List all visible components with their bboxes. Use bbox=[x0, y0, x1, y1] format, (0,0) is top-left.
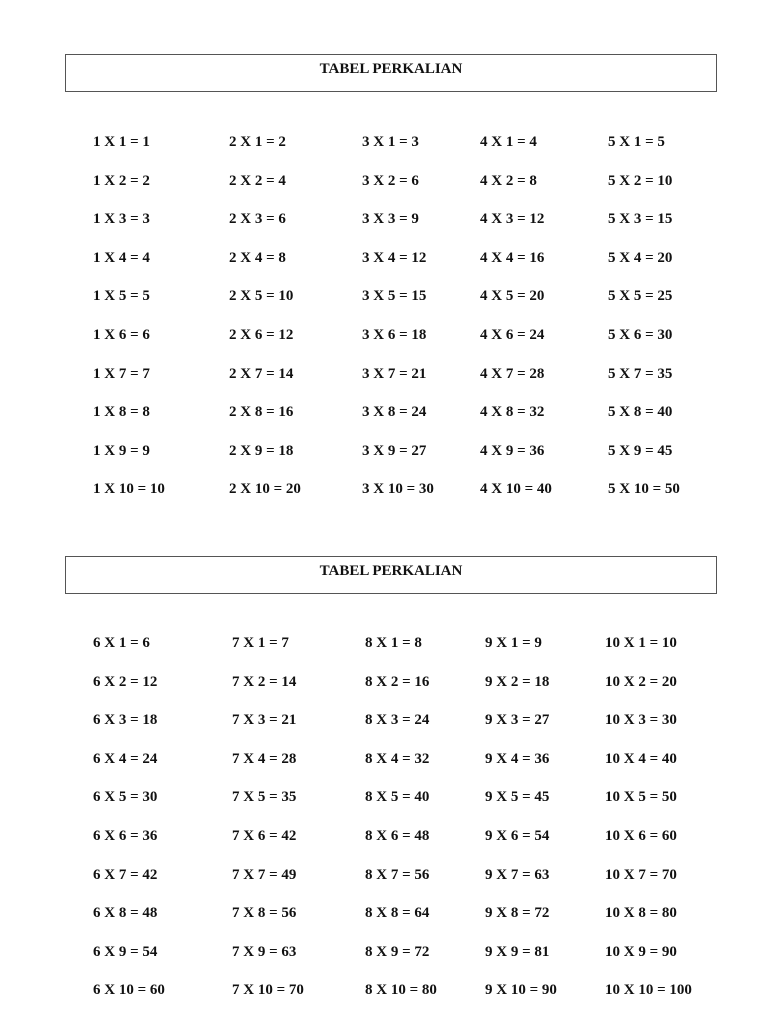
table-entry: 7 X 7 = 49 bbox=[232, 866, 297, 883]
table-entry: 2 X 6 = 12 bbox=[229, 326, 294, 343]
table-entry: 5 X 4 = 20 bbox=[608, 249, 673, 266]
table-entry: 5 X 3 = 15 bbox=[608, 211, 673, 228]
table-entry: 1 X 6 = 6 bbox=[93, 326, 150, 343]
table-entry: 2 X 9 = 18 bbox=[229, 442, 294, 459]
table-entry: 3 X 7 = 21 bbox=[362, 365, 427, 382]
table-entry: 1 X 9 = 9 bbox=[93, 442, 150, 459]
table-entry: 3 X 5 = 15 bbox=[362, 288, 427, 305]
table-entry: 2 X 3 = 6 bbox=[229, 211, 286, 228]
table-entry: 7 X 9 = 63 bbox=[232, 943, 297, 960]
table-entry: 9 X 10 = 90 bbox=[485, 982, 557, 999]
table-entry: 10 X 4 = 40 bbox=[605, 750, 677, 767]
table-entry: 9 X 7 = 63 bbox=[485, 866, 550, 883]
table-entry: 9 X 9 = 81 bbox=[485, 943, 550, 960]
table-entry: 7 X 5 = 35 bbox=[232, 789, 297, 806]
table-entry: 6 X 1 = 6 bbox=[93, 635, 150, 651]
table-title-2: TABEL PERKALIAN bbox=[65, 556, 717, 594]
table-entry: 4 X 10 = 40 bbox=[480, 481, 552, 498]
table-entry: 4 X 2 = 8 bbox=[480, 172, 537, 189]
table-entry: 7 X 2 = 14 bbox=[232, 673, 297, 690]
table-entry: 7 X 8 = 56 bbox=[232, 905, 297, 922]
table-entry: 6 X 10 = 60 bbox=[93, 982, 165, 999]
table-entry: 5 X 7 = 35 bbox=[608, 365, 673, 382]
table-entry: 6 X 3 = 18 bbox=[93, 712, 158, 729]
table-entry: 9 X 8 = 72 bbox=[485, 905, 550, 922]
table-entry: 4 X 7 = 28 bbox=[480, 365, 545, 382]
table-entry: 6 X 9 = 54 bbox=[93, 943, 158, 960]
table-entry: 2 X 5 = 10 bbox=[229, 288, 294, 305]
table-entry: 5 X 9 = 45 bbox=[608, 442, 673, 459]
table-entry: 4 X 8 = 32 bbox=[480, 404, 545, 421]
table-entry: 2 X 4 = 8 bbox=[229, 249, 286, 266]
table-entry: 3 X 8 = 24 bbox=[362, 404, 427, 421]
table-column-9 bbox=[485, 634, 557, 1020]
table-entry: 3 X 2 = 6 bbox=[362, 172, 419, 189]
table-entry: 3 X 6 = 18 bbox=[362, 326, 427, 343]
table-entry: 5 X 6 = 30 bbox=[608, 326, 673, 343]
table-entry: 6 X 5 = 30 bbox=[93, 789, 158, 806]
table-entry: 10 X 9 = 90 bbox=[605, 943, 677, 960]
table-entry: 1 X 4 = 4 bbox=[93, 249, 150, 266]
table-entry: 5 X 1 = 5 bbox=[608, 134, 665, 150]
table-entry: 5 X 2 = 10 bbox=[608, 172, 673, 189]
table-entry: 2 X 10 = 20 bbox=[229, 481, 301, 498]
table-entry: 3 X 1 = 3 bbox=[362, 134, 419, 150]
table-entry: 10 X 6 = 60 bbox=[605, 827, 677, 844]
table-entry: 10 X 2 = 20 bbox=[605, 673, 677, 690]
table-entry: 5 X 10 = 50 bbox=[608, 481, 680, 498]
table-entry: 7 X 6 = 42 bbox=[232, 827, 297, 844]
table-entry: 3 X 10 = 30 bbox=[362, 481, 434, 498]
table-entry: 4 X 6 = 24 bbox=[480, 326, 545, 343]
table-entry: 10 X 8 = 80 bbox=[605, 905, 677, 922]
table-entry: 4 X 1 = 4 bbox=[480, 134, 537, 150]
table-column-10 bbox=[605, 634, 692, 1020]
table-entry: 10 X 7 = 70 bbox=[605, 866, 677, 883]
table-entry: 6 X 4 = 24 bbox=[93, 750, 158, 767]
table-entry: 6 X 7 = 42 bbox=[93, 866, 158, 883]
table-entry: 4 X 4 = 16 bbox=[480, 249, 545, 266]
table-column-8 bbox=[365, 634, 437, 1020]
table-entry: 1 X 3 = 3 bbox=[93, 211, 150, 228]
table-entry: 1 X 7 = 7 bbox=[93, 365, 150, 382]
table-column-2 bbox=[229, 133, 301, 519]
table-entry: 4 X 3 = 12 bbox=[480, 211, 545, 228]
table-entry: 1 X 10 = 10 bbox=[93, 481, 165, 498]
table-entry: 6 X 6 = 36 bbox=[93, 827, 158, 844]
table-column-4 bbox=[480, 133, 552, 519]
table-entry: 9 X 4 = 36 bbox=[485, 750, 550, 767]
table-column-7 bbox=[232, 634, 304, 1020]
table-entry: 8 X 8 = 64 bbox=[365, 905, 430, 922]
table-entry: 10 X 1 = 10 bbox=[605, 635, 677, 651]
table-entry: 1 X 2 = 2 bbox=[93, 172, 150, 189]
table-entry: 3 X 9 = 27 bbox=[362, 442, 427, 459]
table-entry: 1 X 8 = 8 bbox=[93, 404, 150, 421]
table-entry: 8 X 9 = 72 bbox=[365, 943, 430, 960]
table-entry: 8 X 1 = 8 bbox=[365, 635, 422, 651]
table-entry: 3 X 3 = 9 bbox=[362, 211, 419, 228]
table-entry: 6 X 8 = 48 bbox=[93, 905, 158, 922]
table-entry: 2 X 2 = 4 bbox=[229, 172, 286, 189]
table-entry: 10 X 3 = 30 bbox=[605, 712, 677, 729]
table-entry: 10 X 5 = 50 bbox=[605, 789, 677, 806]
table-column-5 bbox=[608, 133, 680, 519]
table-entry: 8 X 10 = 80 bbox=[365, 982, 437, 999]
table-entry: 8 X 6 = 48 bbox=[365, 827, 430, 844]
table-entry: 5 X 8 = 40 bbox=[608, 404, 673, 421]
table-entry: 9 X 3 = 27 bbox=[485, 712, 550, 729]
table-entry: 7 X 10 = 70 bbox=[232, 982, 304, 999]
table-entry: 3 X 4 = 12 bbox=[362, 249, 427, 266]
table-entry: 1 X 1 = 1 bbox=[93, 134, 150, 150]
table-entry: 9 X 1 = 9 bbox=[485, 635, 542, 651]
table-entry: 8 X 5 = 40 bbox=[365, 789, 430, 806]
table-entry: 9 X 6 = 54 bbox=[485, 827, 550, 844]
table-entry: 4 X 9 = 36 bbox=[480, 442, 545, 459]
table-entry: 6 X 2 = 12 bbox=[93, 673, 158, 690]
table-entry: 7 X 1 = 7 bbox=[232, 635, 289, 651]
table-entry: 9 X 5 = 45 bbox=[485, 789, 550, 806]
table-entry: 9 X 2 = 18 bbox=[485, 673, 550, 690]
table-entry: 8 X 2 = 16 bbox=[365, 673, 430, 690]
table-entry: 2 X 8 = 16 bbox=[229, 404, 294, 421]
table-entry: 8 X 4 = 32 bbox=[365, 750, 430, 767]
table-entry: 10 X 10 = 100 bbox=[605, 982, 692, 999]
table-entry: 4 X 5 = 20 bbox=[480, 288, 545, 305]
table-entry: 7 X 4 = 28 bbox=[232, 750, 297, 767]
table-title-1: TABEL PERKALIAN bbox=[65, 54, 717, 92]
table-entry: 1 X 5 = 5 bbox=[93, 288, 150, 305]
table-entry: 5 X 5 = 25 bbox=[608, 288, 673, 305]
table-entry: 7 X 3 = 21 bbox=[232, 712, 297, 729]
table-column-3 bbox=[362, 133, 434, 519]
table-entry: 2 X 1 = 2 bbox=[229, 134, 286, 150]
table-column-1 bbox=[93, 133, 165, 519]
table-column-6 bbox=[93, 634, 165, 1020]
table-entry: 2 X 7 = 14 bbox=[229, 365, 294, 382]
table-entry: 8 X 3 = 24 bbox=[365, 712, 430, 729]
table-entry: 8 X 7 = 56 bbox=[365, 866, 430, 883]
